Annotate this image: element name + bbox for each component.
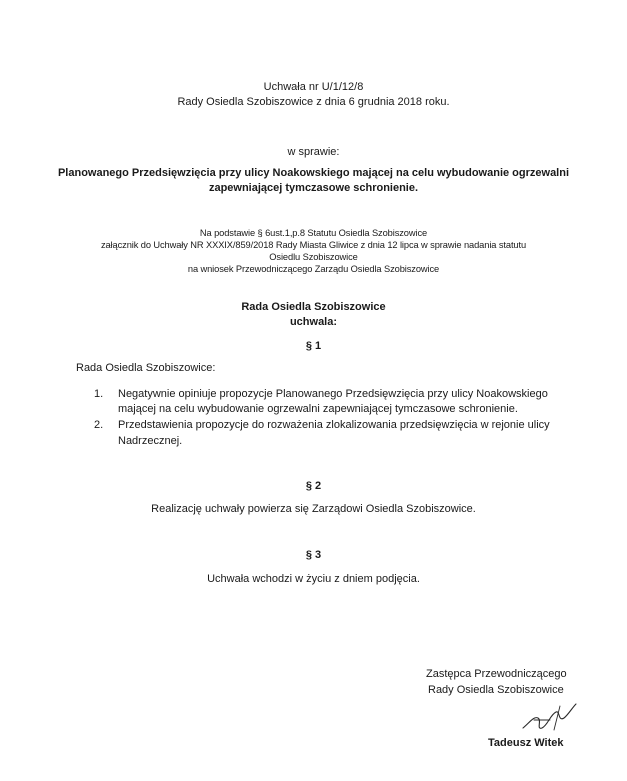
section-2-mark: § 2 <box>305 480 322 492</box>
handwritten-signature <box>520 700 580 736</box>
list-item-text: Przedstawienia propozycje do rozważenia zlokalizowania przedsięwzięcia w rejonie ulicy <box>118 419 550 431</box>
signatory-name: Tadeusz Witek <box>488 737 564 749</box>
resolution-date: Rady Osiedla Szobiszowice z dnia 6 grudnia 2018 roku. <box>177 96 450 108</box>
list-item-text: mającej na celu wybudowanie ogrzewalni zapewniającej tymczasowe schronienie. <box>118 403 518 415</box>
signatory-role-2: Rady Osiedla Szobiszowice <box>428 684 564 696</box>
council-name: Rada Osiedla Szobiszowice <box>241 301 386 313</box>
subject-label: w sprawie: <box>287 146 340 158</box>
section-1-mark: § 1 <box>305 340 322 352</box>
list-item-number: 2. <box>94 419 104 431</box>
list-item-number: 1. <box>94 388 104 400</box>
signatory-role-1: Zastępca Przewodniczącego <box>426 668 567 680</box>
list-item-text: Negatywnie opiniuje propozycje Planowanego Przedsięwzięcia przy ulicy Noakowskiego <box>118 388 548 400</box>
resolves-label: uchwala: <box>289 316 338 328</box>
basis-line-2: załącznik do Uchwały NR XXXIX/859/2018 Rady Miasta Gliwice z dnia 12 lipca w sprawie nadania statutu <box>100 240 527 250</box>
section-2-text: Realizację uchwały powierza się Zarządowi Osiedla Szobiszowice. <box>151 503 476 515</box>
section-1-intro: Rada Osiedla Szobiszowice: <box>76 362 216 374</box>
subject-line-2: zapewniającej tymczasowe schronienie. <box>208 182 419 194</box>
subject-line-1: Planowanego Przedsięwzięcia przy ulicy Noakowskiego mającej na celu wybudowanie ogrzewalni <box>57 167 570 179</box>
basis-line-3: Osiedlu Szobiszowice <box>269 252 358 262</box>
section-3-mark: § 3 <box>305 549 322 561</box>
basis-line-1: Na podstawie § 6ust.1,p.8 Statutu Osiedla Szobiszowice <box>199 228 428 238</box>
resolution-number: Uchwała nr U/1/12/8 <box>263 81 364 93</box>
basis-line-4: na wniosek Przewodniczącego Zarządu Osiedla Szobiszowice <box>187 264 440 274</box>
section-3-text: Uchwała wchodzi w życiu z dniem podjęcia. <box>207 573 420 585</box>
list-item-text: Nadrzecznej. <box>118 435 183 447</box>
